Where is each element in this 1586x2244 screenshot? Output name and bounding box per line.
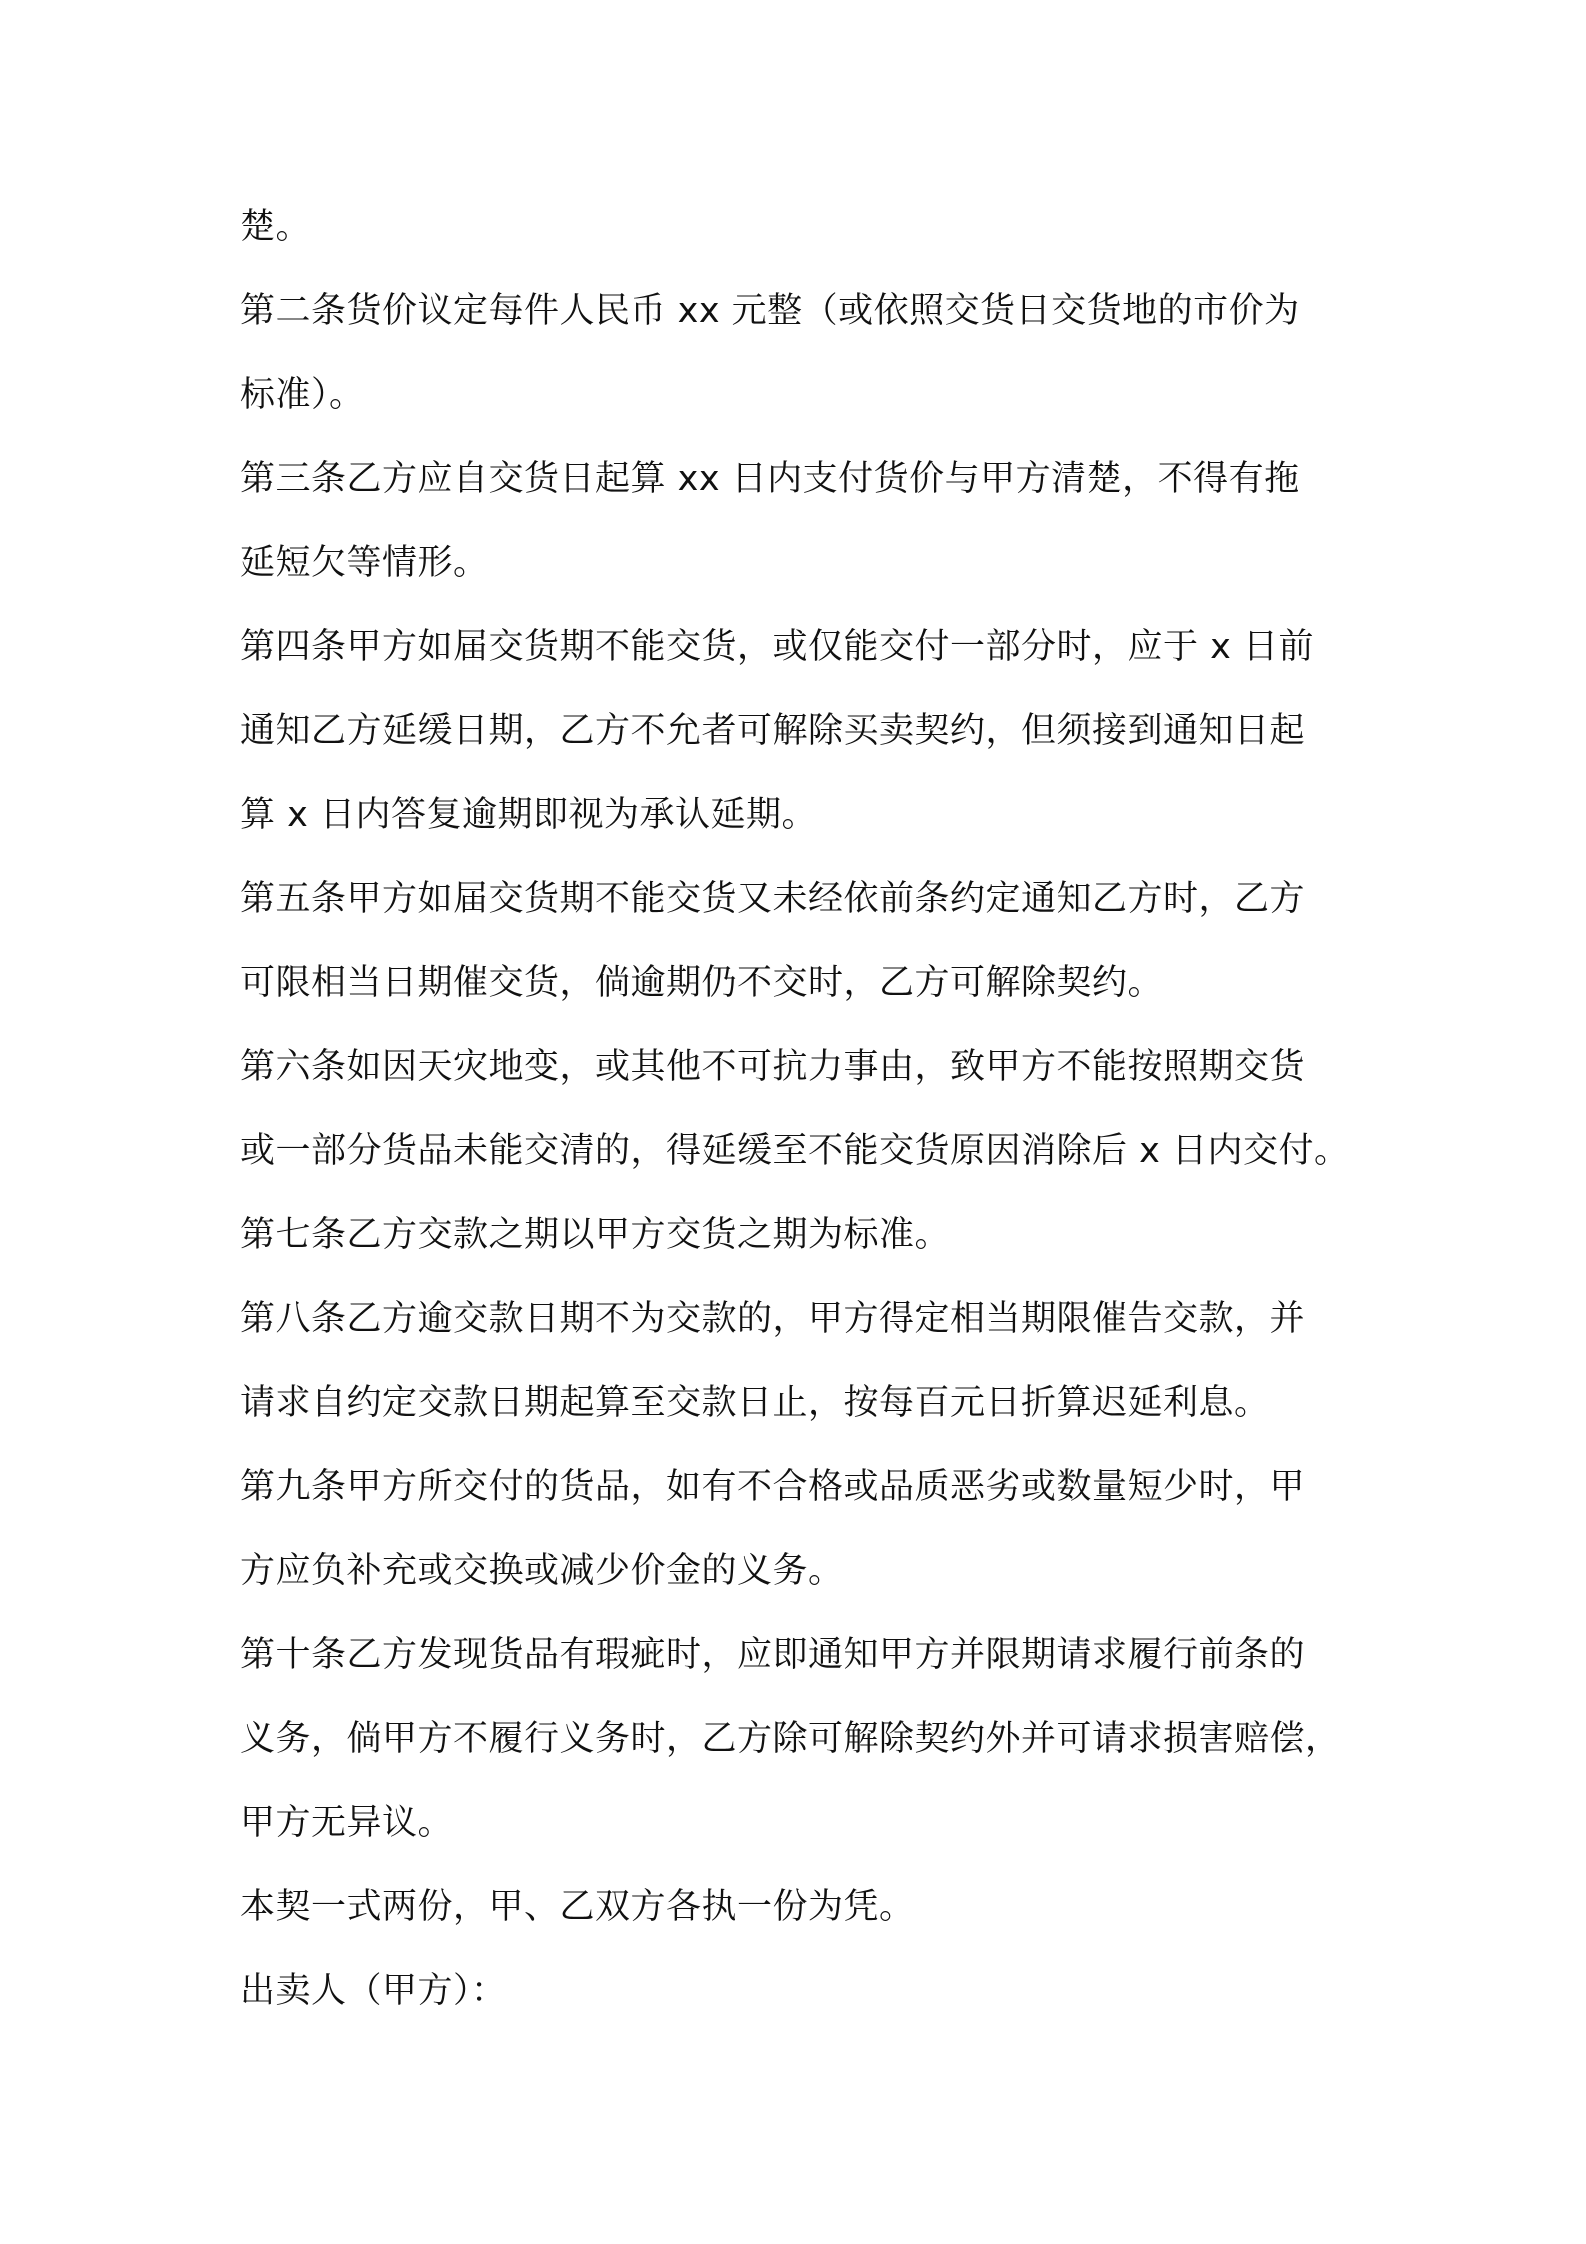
text-line: 第十条乙方发现货品有瑕疵时，应即通知甲方并限期请求履行前条的 — [240, 1635, 1306, 1675]
text-line: 第四条甲方如届交货期不能交货，或仅能交付一部分时，应于 x 日前 — [240, 627, 1314, 667]
text-line: 标准）。 — [240, 375, 365, 415]
text-line: 甲方无异议。 — [240, 1803, 454, 1843]
text-line: 义务，倘甲方不履行义务时，乙方除可解除契约外并可请求损害赔偿， — [240, 1719, 1341, 1759]
text-line: 第三条乙方应自交货日起算 xx 日内支付货价与甲方清楚，不得有拖 — [240, 459, 1300, 499]
text-line: 请求自约定交款日期起算至交款日止，按每百元日折算迟延利息。 — [240, 1383, 1270, 1423]
text-line: 算 x 日内答复逾期即视为承认延期。 — [240, 795, 817, 835]
text-line: 第五条甲方如届交货期不能交货又未经依前条约定通知乙方时，乙方 — [240, 879, 1306, 919]
seller-signature-label: 出卖人（甲方）： — [240, 1971, 507, 2011]
text-line: 第二条货价议定每件人民币 xx 元整（或依照交货日交货地的市价为 — [240, 291, 1300, 331]
text-line: 本契一式两份，甲、乙双方各执一份为凭。 — [240, 1887, 915, 1927]
text-line: 第九条甲方所交付的货品，如有不合格或品质恶劣或数量短少时，甲 — [240, 1467, 1306, 1507]
text-line: 方应负补充或交换或减少价金的义务。 — [240, 1551, 844, 1591]
contract-body-text — [240, 185, 1380, 2033]
text-line: 可限相当日期催交货，倘逾期仍不交时，乙方可解除契约。 — [240, 963, 1164, 1003]
text-line: 第八条乙方逾交款日期不为交款的，甲方得定相当期限催告交款，并 — [240, 1299, 1306, 1339]
text-line: 或一部分货品未能交清的，得延缓至不能交货原因消除后 x 日内交付。 — [240, 1131, 1350, 1171]
text-line: 楚。 — [240, 207, 312, 247]
text-line: 第七条乙方交款之期以甲方交货之期为标准。 — [240, 1215, 951, 1255]
text-line: 延短欠等情形。 — [240, 543, 489, 583]
text-line: 通知乙方延缓日期，乙方不允者可解除买卖契约，但须接到通知日起 — [240, 711, 1306, 751]
text-line: 第六条如因天灾地变，或其他不可抗力事由，致甲方不能按照期交货 — [240, 1047, 1306, 1087]
